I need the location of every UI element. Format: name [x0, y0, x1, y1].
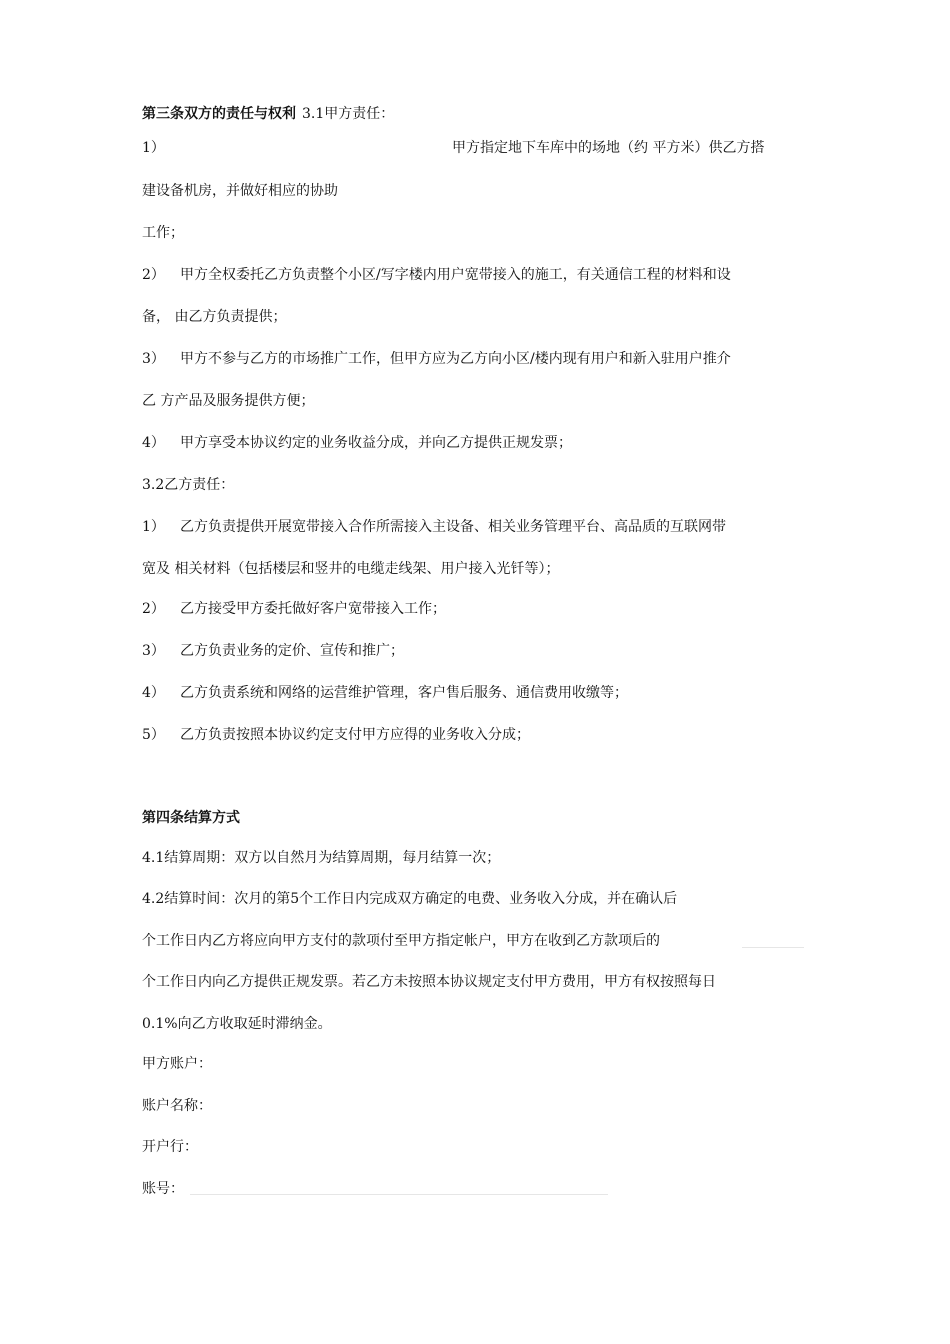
clause-b1-continuation: 宽及 相关材料（包括楼层和竖井的电缆走线架、用户接入光钎等）； [142, 561, 560, 577]
clause-b4-text: 乙方负责系统和网络的运营维护管理，客户售后服务、通信费用收缴等； [180, 685, 628, 701]
bank-label: 开户行： [142, 1139, 198, 1155]
account-heading: 甲方账户： [142, 1056, 212, 1072]
blank-line-days [742, 947, 804, 948]
clause-b3-number: 3） [142, 643, 165, 659]
clause-a3-continuation: 乙 方产品及服务提供方便； [142, 393, 315, 409]
clause-b2-number: 2） [142, 601, 165, 617]
clause-b5-text: 乙方负责按照本协议约定支付甲方应得的业务收入分成； [180, 727, 530, 743]
clause-b1-number: 1） [142, 519, 165, 535]
clause-a2-text: 甲方全权委托乙方负责整个小区/写字楼内用户宽带接入的施工，有关通信工程的材料和设 [180, 267, 731, 283]
clause-b2 [142, 599, 446, 619]
clause-a2 [142, 265, 731, 285]
account-name-label: 账户名称： [142, 1098, 212, 1114]
section-3-1-heading: 3.1甲方责任： [302, 106, 395, 122]
account-number-label: 账号： [142, 1181, 184, 1197]
clause-b5-number: 5） [142, 727, 165, 743]
clause-a1 [142, 138, 165, 158]
clause-b3-text: 乙方负责业务的定价、宣传和推广； [180, 643, 404, 659]
section-3-2-heading: 3.2乙方责任： [142, 477, 235, 493]
clause-a3-text: 甲方不参与乙方的市场推广工作，但甲方应为乙方向小区/楼内现有用户和新入驻用户推介 [180, 351, 731, 367]
clause-b1-text: 乙方负责提供开展宽带接入合作所需接入主设备、相关业务管理平台、高品质的互联网带 [180, 519, 726, 535]
clause-a4-text: 甲方享受本协议约定的业务收益分成，并向乙方提供正规发票； [180, 435, 572, 451]
clause-b4 [142, 683, 628, 703]
clause-b4-number: 4） [142, 685, 165, 701]
clause-a1-number: 1） [142, 140, 165, 156]
section-4-1: 4.1结算周期：双方以自然月为结算周期，每月结算一次； [142, 850, 501, 866]
section-4-2: 4.2结算时间：次月的第5个工作日内完成双方确定的电费、业务收入分成，并在确认后 [142, 891, 678, 907]
clause-a3-number: 3） [142, 351, 165, 367]
clause-a2-number: 2） [142, 267, 165, 283]
clause-a2-continuation: 备， 由乙方负责提供； [142, 309, 287, 325]
section-4-2-continuation-3: 0.1%向乙方收取延时滞纳金。 [142, 1016, 332, 1032]
clause-a1-text: 甲方指定地下车库中的场地（约 平方米）供乙方搭 [452, 140, 765, 156]
clause-b3 [142, 641, 404, 661]
article4-title: 第四条结算方式 [142, 810, 240, 826]
article3-heading-line [142, 104, 394, 124]
article3-title: 第三条双方的责任与权利 [142, 106, 296, 122]
clause-a1-continuation-2: 工作； [142, 225, 184, 241]
clause-a3 [142, 349, 731, 369]
blank-line-account-number [190, 1194, 608, 1195]
clause-b5 [142, 725, 530, 745]
clause-a4-number: 4） [142, 435, 165, 451]
section-4-2-continuation-1: 个工作日内乙方将应向甲方支付的款项付至甲方指定帐户，甲方在收到乙方款项后的 [142, 933, 660, 949]
clause-a4 [142, 433, 572, 453]
section-4-2-continuation-2: 个工作日内向乙方提供正规发票。若乙方未按照本协议规定支付甲方费用，甲方有权按照每日 [142, 974, 716, 990]
clause-b1 [142, 517, 726, 537]
clause-b2-text: 乙方接受甲方委托做好客户宽带接入工作； [180, 601, 446, 617]
clause-a1-continuation: 建设备机房，并做好相应的协助 [142, 183, 338, 199]
